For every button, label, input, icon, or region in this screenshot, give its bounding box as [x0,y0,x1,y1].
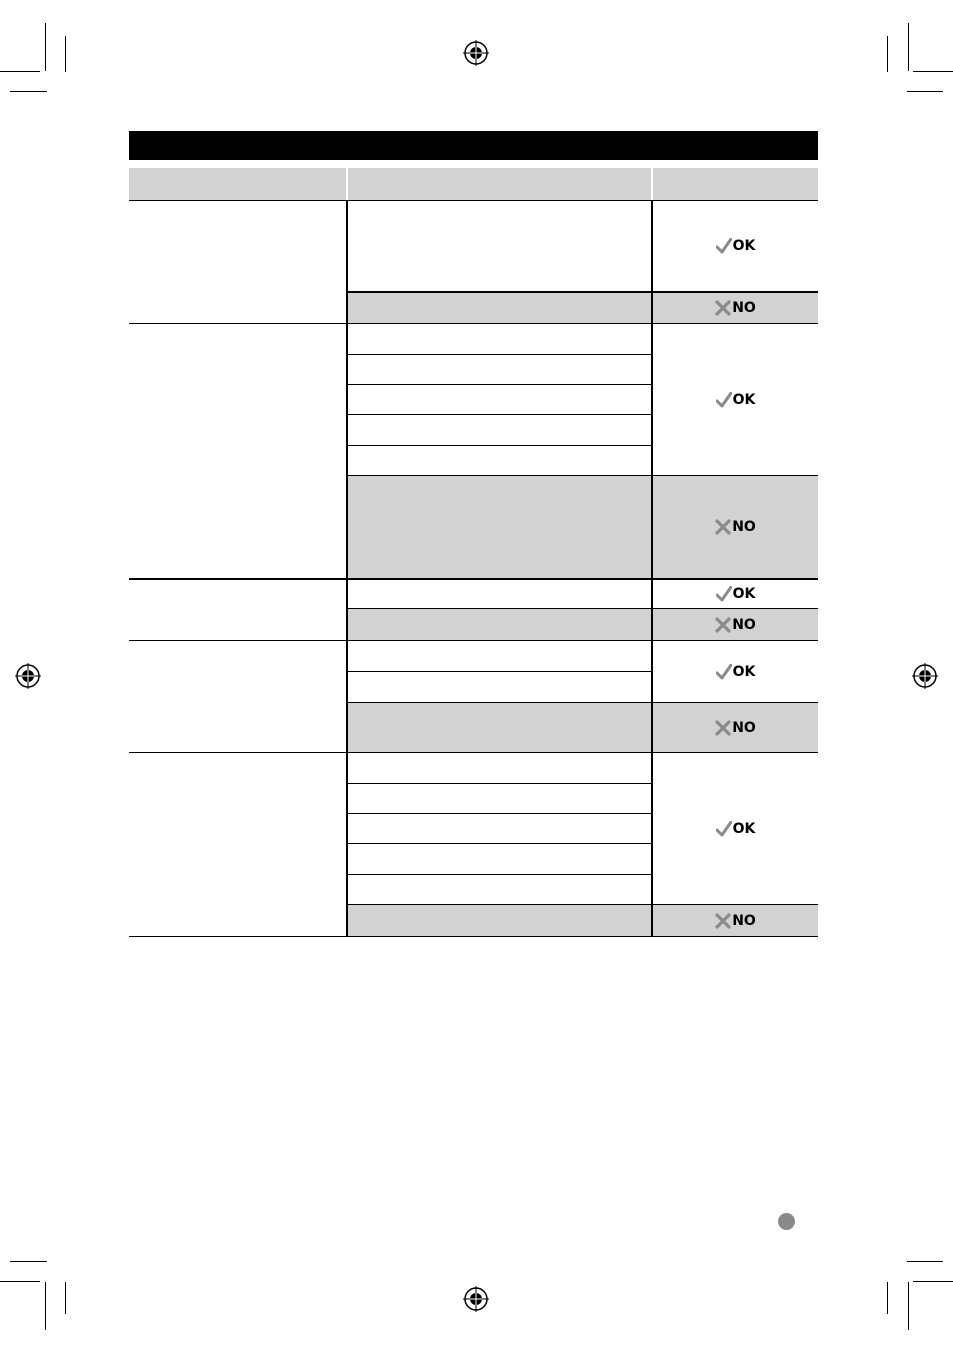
crop-mark [887,1282,888,1314]
cross-icon [715,617,731,633]
table-rule [348,445,651,446]
table-rule [348,354,651,355]
cross-icon [715,519,731,535]
status-label: OK [732,391,756,408]
crop-mark [908,23,909,71]
status-no [653,293,818,323]
check-icon [716,586,732,602]
status-ok [653,324,818,475]
table-rule [348,813,651,814]
status-ok [653,580,818,608]
registration-mark-icon [463,40,489,66]
registration-mark-icon [463,1286,489,1312]
status-ok [653,753,818,904]
crop-mark [65,1282,66,1314]
crop-mark [45,1282,46,1330]
status-no [653,905,818,936]
crop-mark [907,1261,943,1262]
status-label: NO [732,616,756,633]
crop-mark [907,91,943,92]
crop-mark [65,36,66,72]
table-rule [348,783,651,784]
table-rule [346,201,348,936]
crop-mark [0,71,40,72]
status-label: NO [732,519,756,535]
crop-mark [913,71,953,72]
check-icon [716,664,732,680]
table-rule [348,874,651,875]
crop-mark [913,1281,953,1282]
crop-mark [10,1261,47,1262]
status-label: OK [732,238,756,254]
page-indicator-dot [778,1213,795,1230]
registration-mark-icon [15,663,41,689]
check-icon [716,821,732,837]
status-label: NO [732,300,756,316]
status-label: OK [732,820,756,837]
table-title-bar [129,131,818,160]
check-icon [716,392,732,408]
registration-mark-icon [912,663,938,689]
cross-icon [715,913,731,929]
status-no [653,609,818,640]
status-ok [653,641,818,702]
status-label: NO [732,912,756,929]
table-rule [348,843,651,844]
check-icon [716,238,732,254]
crop-mark [10,91,47,92]
table-rule [348,384,651,385]
status-label: NO [732,719,756,736]
crop-mark [0,1281,40,1282]
table-rule [348,671,651,672]
table-header-col-1 [129,168,346,200]
crop-mark [887,36,888,72]
cross-icon [715,720,731,736]
table-header-col-2 [348,168,651,200]
status-label: OK [732,663,756,680]
table-rule [348,414,651,415]
table-rule [346,168,348,200]
table-rule [651,168,653,200]
status-label: OK [732,586,756,602]
cross-icon [715,300,731,316]
status-no [653,703,818,752]
status-no [653,476,818,578]
table-rule [129,936,818,937]
crop-mark [908,1282,909,1330]
crop-mark [45,23,46,71]
status-ok [653,201,818,291]
table-header-col-3 [653,168,818,200]
